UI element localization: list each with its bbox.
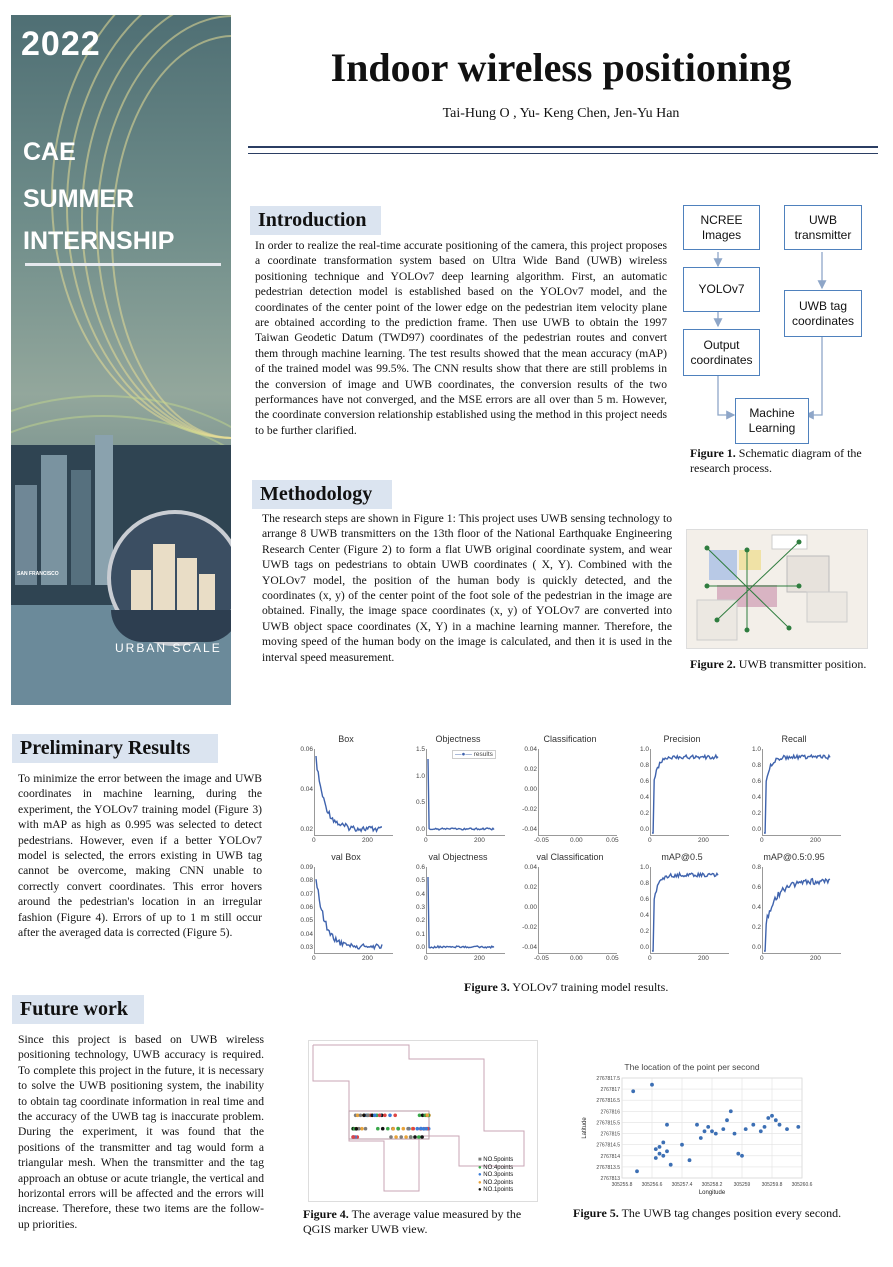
panel-curve bbox=[650, 749, 728, 835]
banner-line-internship: INTERNSHIP bbox=[23, 227, 175, 255]
panel-title: Box bbox=[338, 734, 354, 744]
x-tick-label: 200 bbox=[810, 837, 821, 844]
y-tick-label: 2767817.5 bbox=[596, 1076, 620, 1082]
data-point bbox=[658, 1152, 662, 1156]
qgis-point bbox=[364, 1127, 368, 1131]
x-tick-label: 305260.6 bbox=[791, 1182, 813, 1188]
data-point bbox=[759, 1129, 763, 1133]
data-point bbox=[631, 1089, 635, 1093]
qgis-point bbox=[381, 1127, 385, 1131]
figure1-caption bbox=[690, 446, 880, 476]
city-label: SAN FRANCISCO bbox=[17, 571, 59, 577]
qgis-point bbox=[418, 1114, 422, 1118]
urban-scale-label: URBAN SCALE bbox=[115, 641, 222, 655]
y-tick-label: 0.6 bbox=[639, 896, 649, 903]
data-point bbox=[695, 1123, 699, 1127]
y-axis-label: Latitude bbox=[582, 1117, 588, 1139]
y-tick-label: 0.4 bbox=[751, 904, 761, 911]
data-point bbox=[661, 1154, 665, 1158]
flow-box-output-coordinates: Output coordinates bbox=[683, 329, 760, 376]
y-tick-label: 0.0 bbox=[751, 826, 761, 833]
qgis-point bbox=[402, 1127, 406, 1131]
training-panel bbox=[744, 734, 844, 845]
data-point bbox=[733, 1132, 737, 1136]
qgis-point bbox=[383, 1114, 387, 1118]
uwb-position-scatter-chart bbox=[578, 1060, 816, 1200]
training-panel bbox=[632, 734, 732, 845]
data-point bbox=[744, 1127, 748, 1131]
qgis-point bbox=[413, 1135, 417, 1139]
data-point bbox=[778, 1123, 782, 1127]
qgis-point bbox=[425, 1113, 429, 1117]
panel-curve bbox=[762, 749, 840, 835]
figure2-caption-label: Figure 2. bbox=[690, 657, 736, 671]
y-tick-label: 0.02 bbox=[300, 826, 313, 833]
x-tick-label: 200 bbox=[362, 955, 373, 962]
panel-curve bbox=[538, 749, 616, 835]
legend-item-5: ■ NO.5points bbox=[478, 1157, 514, 1163]
panel-title: val Box bbox=[331, 852, 361, 862]
panel-curve bbox=[314, 749, 392, 835]
panel-title: Recall bbox=[781, 734, 807, 744]
qgis-point bbox=[378, 1114, 382, 1118]
panel-title: Precision bbox=[663, 734, 701, 744]
y-tick-label: -0.02 bbox=[522, 806, 537, 813]
figure3-caption-label: Figure 3. bbox=[464, 980, 510, 994]
y-tick-label: 0.6 bbox=[751, 884, 761, 891]
training-panel bbox=[520, 852, 620, 963]
x-tick-label: 0 bbox=[760, 837, 764, 844]
y-tick-label: 0.8 bbox=[751, 864, 761, 871]
y-tick-label: 0.5 bbox=[415, 799, 425, 807]
qgis-point bbox=[404, 1135, 408, 1139]
building bbox=[15, 485, 37, 585]
y-tick-label: 0.3 bbox=[415, 904, 425, 911]
y-tick-label: 0.6 bbox=[415, 864, 425, 871]
y-tick-label: 0.07 bbox=[300, 890, 313, 898]
introduction-heading: Introduction bbox=[250, 206, 381, 235]
y-tick-label: 0.04 bbox=[300, 930, 313, 938]
legend-item-1: ● NO.1points bbox=[478, 1187, 514, 1193]
panel-title: Objectness bbox=[435, 734, 481, 744]
y-tick-label: 1.0 bbox=[639, 746, 649, 753]
y-tick-label: 0.04 bbox=[524, 864, 537, 871]
y-tick-label: 0.0 bbox=[639, 826, 649, 833]
y-tick-label: 0.2 bbox=[751, 924, 761, 931]
y-tick-label: -0.02 bbox=[522, 924, 537, 931]
y-tick-label: 0.4 bbox=[751, 794, 761, 801]
x-tick-label: 0 bbox=[424, 955, 428, 962]
legend-item-3: ● NO.3points bbox=[478, 1172, 514, 1178]
x-tick-label: 0 bbox=[312, 955, 316, 962]
building bbox=[71, 470, 91, 585]
y-tick-label: 1.0 bbox=[639, 864, 649, 871]
y-tick-label: 0.03 bbox=[300, 944, 313, 951]
qgis-point bbox=[406, 1127, 410, 1131]
y-tick-label: 0.8 bbox=[639, 880, 649, 887]
x-tick-label: 0 bbox=[312, 837, 316, 844]
qgis-point bbox=[420, 1135, 424, 1139]
banner-divider bbox=[25, 263, 221, 266]
flow-box-uwb-tag-coordinates: UWB tag coordinates bbox=[784, 290, 862, 337]
training-panel bbox=[296, 734, 396, 845]
data-point bbox=[635, 1169, 639, 1173]
training-panel bbox=[408, 734, 508, 845]
data-point bbox=[703, 1129, 707, 1133]
x-tick-label: 200 bbox=[362, 837, 373, 844]
qgis-point bbox=[386, 1127, 390, 1131]
x-tick-label: 305259 bbox=[733, 1182, 751, 1188]
y-tick-label: 0.05 bbox=[300, 917, 313, 925]
y-tick-label: 1.0 bbox=[415, 772, 425, 780]
methodology-text: The research steps are shown in Figure 1: This project uses UWB sensing technology to arrange 8 UWB transmitters on the 13th floor of the National Earthquake Engineering Research Center (Figure 2) to form a flat UWB original coordinate system, and wear UWB tags on pedestrians to obtain UWB coordinates ( X, Y). Combined with the YOLOv7 model, the position of the human body is quickly detected, and the coordinates (x, y) of the center point of the foot sole of the pedestrian in the image are obtained. Finally, the image space coordinates (x, y) of YOLOv7 are converted into UWB object space coordinates (X, Y) in a machine learning manner. Therefore, the moving speed of the human body on the image is calculated, and then it is used in the interval speed measurement. bbox=[262, 512, 672, 664]
training-curve-line bbox=[652, 873, 718, 951]
qgis-point bbox=[391, 1127, 395, 1131]
qgis-point bbox=[399, 1135, 403, 1139]
qgis-point bbox=[412, 1127, 416, 1131]
y-tick-label: 2767816 bbox=[600, 1109, 620, 1116]
y-tick-label: 2767816.5 bbox=[596, 1098, 620, 1105]
y-tick-label: 0.02 bbox=[524, 884, 537, 891]
figure2-caption bbox=[690, 657, 885, 672]
y-tick-label: 0.04 bbox=[300, 786, 313, 793]
training-curve-line bbox=[652, 755, 718, 833]
panel-curve bbox=[538, 867, 616, 953]
qgis-legend bbox=[478, 1157, 538, 1195]
y-tick-label: 0.5 bbox=[415, 877, 425, 885]
banner-line-cae: CAE bbox=[23, 138, 76, 166]
figure5-caption-label: Figure 5. bbox=[573, 1206, 619, 1220]
flow-box-machine-learning: Machine Learning bbox=[735, 398, 809, 444]
y-tick-label: 1.5 bbox=[415, 746, 425, 753]
y-tick-label: 0.08 bbox=[300, 877, 313, 885]
y-tick-label: 0.00 bbox=[524, 786, 537, 793]
y-tick-label: 0.06 bbox=[300, 746, 313, 753]
x-tick-label: 200 bbox=[474, 837, 485, 844]
figure4-caption-text: The average value measured by the QGIS marker UWB view. bbox=[303, 1207, 522, 1236]
data-point bbox=[714, 1132, 718, 1136]
panel-curve bbox=[762, 867, 840, 953]
data-point bbox=[736, 1152, 740, 1156]
y-tick-label: 0.4 bbox=[415, 890, 425, 898]
qgis-point bbox=[417, 1135, 421, 1139]
floor-plan-drawing bbox=[687, 530, 867, 648]
data-point bbox=[774, 1118, 778, 1122]
building-icon bbox=[177, 558, 197, 610]
qgis-point bbox=[416, 1127, 420, 1131]
data-point bbox=[650, 1083, 654, 1087]
x-tick-label: 0 bbox=[648, 837, 652, 844]
introduction-text: In order to realize the real-time accurate positioning of the camera, this project proposes a coordinate transformation system based on Ultra Wide Band (UWB) wireless positioning technique and YOLOv7 deep learning algorithm. First, an automatic pedestrian detection model is established based on the YOLOv7 model, and the coordinates of the center point of the lower edge on the pedestrian item velocity plane are obtained according to the prediction frame. Then use UWB to obtain the 1997 Taiwan Geodetic Datum (TWD97) coordinates of the pedestrian routes and convert them through machine learning. The test results showed that the mean accuracy (mAP) of the trained model was 99.5%. The CNN results show that there are still problems in the conversion of image and UWB coordinates, the conversion results of the two performances have not converged, and the MSE errors are all over than 5 m. However, the coordinate conversion relationship established using the method in this project needs to be further clarified. bbox=[255, 239, 667, 437]
legend-label: NO.3points bbox=[483, 1172, 514, 1178]
data-point bbox=[729, 1109, 733, 1113]
y-tick-label: 0.0 bbox=[639, 944, 649, 951]
floor-plan-figure bbox=[686, 529, 868, 649]
training-curve-line bbox=[316, 879, 382, 949]
data-point bbox=[721, 1127, 725, 1131]
y-tick-label: 0.09 bbox=[300, 864, 313, 871]
data-point bbox=[654, 1147, 658, 1151]
preliminary-results-text: To minimize the error between the image and UWB coordinates in machine learning, during the experiment, the YOLOv7 training model (Figure 3) with mAP as high as 0.995 was selected to detect pedestrians. However, even if a better YOLOv7 model is selected, the errors existing in UWB tag cannot be overcome, making CNN unable to correctly convert coordinates. This error hovers around the pedestrian's location in an irregular fashion (Figure 4). Errors of up to 1 m still occur after the averaged data is corrected (Figure 5). bbox=[18, 772, 262, 940]
data-point bbox=[770, 1114, 774, 1118]
qgis-point bbox=[355, 1127, 359, 1131]
x-tick-label: 200 bbox=[474, 955, 485, 962]
data-point bbox=[669, 1163, 673, 1167]
figure2-caption-text: UWB transmitter position. bbox=[735, 657, 867, 671]
y-tick-label: 0.2 bbox=[639, 810, 649, 817]
qgis-point bbox=[373, 1114, 377, 1118]
data-point bbox=[658, 1145, 662, 1149]
training-panel bbox=[744, 852, 844, 963]
qgis-point bbox=[409, 1135, 413, 1139]
data-point bbox=[725, 1118, 729, 1122]
x-tick-label: 0.00 bbox=[570, 955, 583, 962]
figure1-caption-label: Figure 1. bbox=[690, 446, 736, 460]
y-tick-label: 1.0 bbox=[751, 746, 761, 753]
banner-year: 2022 bbox=[21, 25, 101, 63]
y-tick-label: -0.04 bbox=[522, 944, 537, 951]
x-tick-label: 305258.2 bbox=[701, 1182, 723, 1188]
x-tick-label: 0 bbox=[760, 955, 764, 962]
y-tick-label: 0.2 bbox=[415, 917, 425, 925]
qgis-point bbox=[351, 1135, 355, 1139]
x-tick-label: -0.05 bbox=[534, 837, 549, 844]
qgis-point bbox=[360, 1127, 364, 1131]
building-icon bbox=[153, 544, 175, 610]
legend-label: NO.1points bbox=[483, 1187, 514, 1193]
legend-label: NO.5points bbox=[483, 1157, 514, 1163]
qgis-point bbox=[376, 1127, 380, 1131]
flow-box-ncree-images: NCREE Images bbox=[683, 205, 760, 250]
training-curve-line bbox=[428, 759, 494, 830]
legend-results-label: results bbox=[473, 751, 493, 758]
training-curve-line bbox=[764, 879, 830, 951]
x-tick-label: 305256.6 bbox=[641, 1182, 663, 1188]
training-panel bbox=[632, 852, 732, 963]
y-tick-label: 2767814.5 bbox=[596, 1142, 620, 1149]
y-tick-label: 2767817 bbox=[600, 1087, 620, 1094]
qgis-point bbox=[388, 1114, 392, 1118]
data-point bbox=[710, 1129, 714, 1133]
y-tick-label: 0.2 bbox=[751, 810, 761, 817]
y-tick-label: 0.06 bbox=[300, 904, 313, 911]
y-tick-label: 0.0 bbox=[751, 944, 761, 951]
panel-title: mAP@0.5 bbox=[661, 852, 703, 862]
figure3-caption bbox=[464, 980, 724, 995]
panel-curve bbox=[426, 749, 504, 835]
y-tick-label: 0.2 bbox=[639, 928, 649, 935]
x-tick-label: 0.00 bbox=[570, 837, 583, 844]
data-point bbox=[740, 1154, 744, 1158]
figure5-caption-text: The UWB tag changes position every second. bbox=[618, 1206, 842, 1220]
training-results-grid bbox=[296, 734, 856, 975]
x-tick-label: 305255.8 bbox=[611, 1182, 633, 1188]
legend-label: NO.4points bbox=[483, 1164, 514, 1171]
y-tick-label: 2767815.5 bbox=[596, 1120, 620, 1127]
panel-title: val Objectness bbox=[428, 852, 488, 862]
y-tick-label: 0.1 bbox=[415, 930, 425, 938]
data-point bbox=[763, 1125, 767, 1129]
x-tick-label: 0.05 bbox=[606, 837, 619, 844]
x-tick-label: 0 bbox=[648, 955, 652, 962]
y-tick-label: 0.0 bbox=[415, 826, 425, 833]
figure1-caption-text: Schematic diagram of the research process. bbox=[690, 446, 862, 475]
data-point bbox=[766, 1116, 770, 1120]
legend-label: NO.2points bbox=[483, 1179, 514, 1186]
authors: Tai-Hung O , Yu- Keng Chen, Jen-Yu Han bbox=[442, 106, 680, 121]
figure5-caption bbox=[573, 1206, 873, 1221]
building-icon bbox=[199, 574, 215, 610]
y-tick-label: -0.04 bbox=[522, 826, 537, 833]
data-point bbox=[751, 1123, 755, 1127]
training-panel bbox=[296, 852, 396, 963]
banner-line-summer: SUMMER bbox=[23, 185, 135, 213]
panel-curve bbox=[426, 867, 504, 953]
qgis-point bbox=[389, 1135, 393, 1139]
future-work-heading: Future work bbox=[12, 995, 144, 1024]
y-tick-label: 0.6 bbox=[639, 778, 649, 785]
data-point bbox=[661, 1141, 665, 1145]
x-tick-label: 200 bbox=[810, 955, 821, 962]
panel-curve bbox=[650, 867, 728, 953]
figure4-caption-label: Figure 4. bbox=[303, 1207, 349, 1221]
title-divider bbox=[248, 146, 878, 154]
data-point bbox=[785, 1127, 789, 1131]
figure4-caption bbox=[303, 1207, 543, 1237]
x-axis-label: Longitude bbox=[698, 1190, 726, 1196]
y-tick-label: 2767815 bbox=[600, 1131, 620, 1138]
poster-title: Indoor wireless positioning bbox=[330, 45, 792, 90]
y-tick-label: 0.4 bbox=[639, 912, 649, 919]
training-curve-line bbox=[428, 877, 494, 948]
data-point bbox=[665, 1149, 669, 1153]
data-point bbox=[680, 1143, 684, 1147]
chart-title: The location of the point per second bbox=[624, 1062, 760, 1072]
training-curve-line bbox=[316, 756, 382, 831]
internship-banner bbox=[11, 15, 231, 705]
legend-item-2: ● NO.2points bbox=[478, 1179, 514, 1186]
x-tick-label: 0.05 bbox=[606, 955, 619, 962]
training-panel bbox=[408, 852, 508, 963]
urban-scale-emblem bbox=[107, 510, 231, 646]
methodology-heading: Methodology bbox=[252, 480, 392, 509]
y-tick-label: 0.8 bbox=[639, 762, 649, 769]
data-point bbox=[706, 1125, 710, 1129]
x-tick-label: 200 bbox=[698, 955, 709, 962]
qgis-point bbox=[396, 1127, 400, 1131]
x-tick-label: -0.05 bbox=[534, 955, 549, 962]
results-legend: —●— results bbox=[452, 750, 496, 759]
y-tick-label: 0.4 bbox=[639, 794, 649, 801]
y-tick-label: 2767813 bbox=[600, 1176, 620, 1182]
flow-box-yolov7: YOLOv7 bbox=[683, 267, 760, 312]
x-tick-label: 305259.8 bbox=[761, 1182, 783, 1188]
y-tick-label: 0.04 bbox=[524, 746, 537, 753]
y-tick-label: 0.6 bbox=[751, 778, 761, 785]
future-work-text: Since this project is based on UWB wireless positioning technology, UWB accuracy is required. To complete this project in the future, it is necessary to solve the UWB positioning system, the inability to obtain tag coordinate information in real time and the accuracy of the UWB tag is inaccurate problem. During the experiment, it was found that the positions of the transmitter and tag would form a triangular mesh. When the transmitter and the tag approach an obtuse or acute triangle, the vertical and horizontal errors will be affected and the errors will increase. Therefore, these two items are the follow-up priorities. bbox=[18, 1033, 264, 1231]
flow-box-uwb-transmitter: UWB transmitter bbox=[784, 205, 862, 250]
x-tick-label: 0 bbox=[424, 837, 428, 844]
qgis-point bbox=[394, 1135, 398, 1139]
panel-curve bbox=[314, 867, 392, 953]
emblem-base bbox=[111, 610, 231, 642]
qgis-point bbox=[362, 1114, 366, 1118]
qgis-point bbox=[359, 1114, 363, 1118]
panel-title: Classification bbox=[543, 734, 597, 744]
data-point bbox=[688, 1158, 692, 1162]
data-point bbox=[796, 1125, 800, 1129]
y-tick-label: 2767813.5 bbox=[596, 1164, 620, 1171]
data-point bbox=[665, 1123, 669, 1127]
y-tick-label: 0.02 bbox=[524, 766, 537, 773]
x-tick-label: 200 bbox=[698, 837, 709, 844]
figure3-caption-text: YOLOv7 training model results. bbox=[509, 980, 669, 994]
y-tick-label: 0.00 bbox=[524, 904, 537, 911]
data-point bbox=[654, 1156, 658, 1160]
preliminary-results-heading: Preliminary Results bbox=[12, 734, 218, 763]
panel-title: val Classification bbox=[536, 852, 604, 862]
data-point bbox=[699, 1136, 703, 1140]
x-tick-label: 305257.4 bbox=[671, 1182, 693, 1188]
qgis-point bbox=[422, 1127, 426, 1131]
qgis-point bbox=[366, 1114, 370, 1118]
y-tick-label: 2767814 bbox=[600, 1153, 620, 1160]
legend-item-4: ● NO.4points bbox=[478, 1164, 514, 1171]
y-tick-label: 0.0 bbox=[415, 944, 425, 951]
panel-title: mAP@0.5:0.95 bbox=[763, 852, 825, 862]
training-curve-line bbox=[764, 755, 830, 833]
building bbox=[41, 455, 67, 585]
qgis-point bbox=[393, 1114, 397, 1118]
y-tick-label: 0.8 bbox=[751, 762, 761, 769]
building-icon bbox=[131, 570, 151, 610]
training-panel bbox=[520, 734, 620, 845]
